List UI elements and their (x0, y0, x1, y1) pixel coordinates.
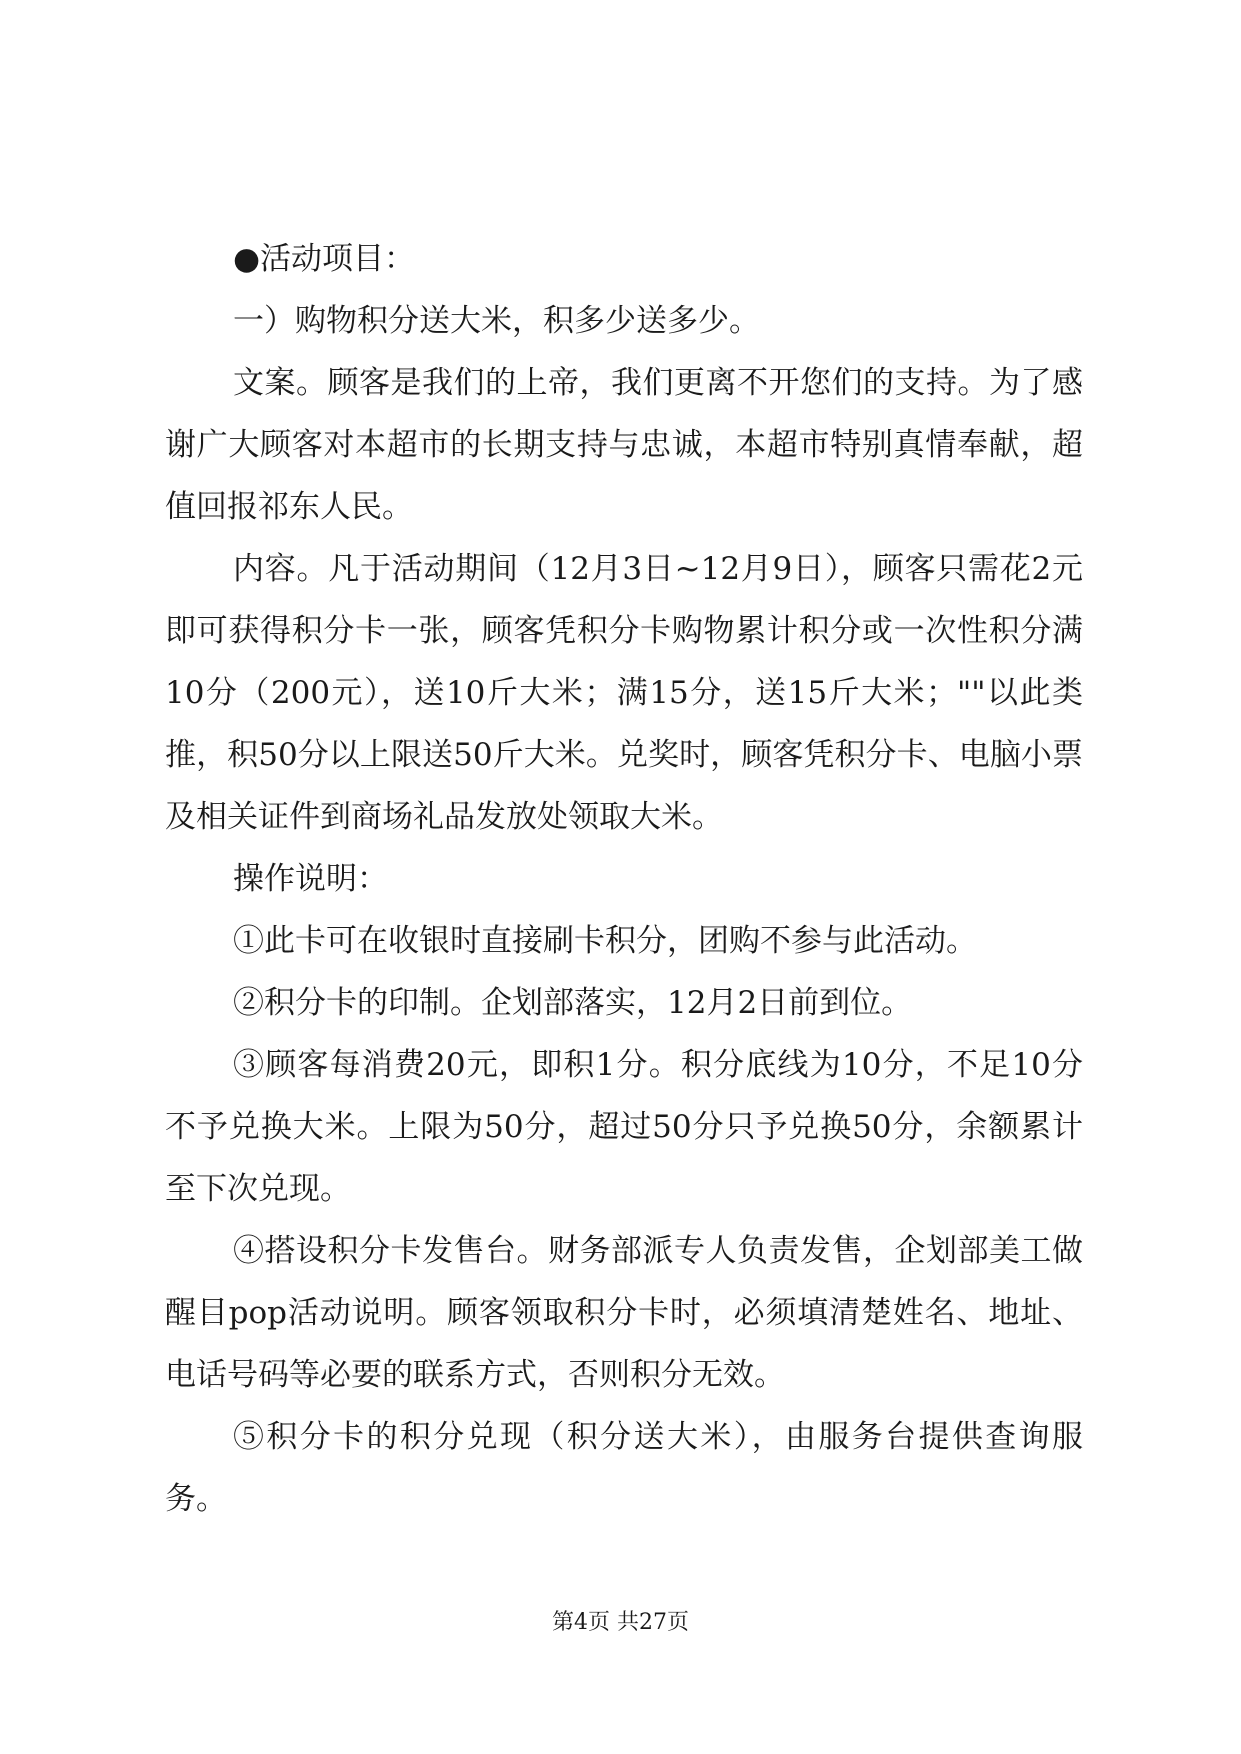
document-body (165, 228, 1083, 1530)
operation-item-5: ⑤积分卡的积分兑现（积分送大米），由服务台提供查询服务。 (165, 1419, 1083, 1517)
section-heading-activities: ●活动项目： (233, 241, 416, 277)
operation-item-4: ④搭设积分卡发售台。财务部派专人负责发售，企划部美工做醒目pop活动说明。顾客领取积分卡时，必须填清楚姓名、地址、电话号码等必要的联系方式，否则积分无效。 (165, 1233, 1083, 1393)
paragraph-content: 内容。凡于活动期间（12月3日~12月9日），顾客只需花2元即可获得积分卡一张，顾客凭积分卡购物累计积分或一次性积分满10分（200元），送10斤大米；满15分，送15斤大米；""以此类推，积50分以上限送50斤大米。兑奖时，顾客凭积分卡、电脑小票及相关证件到商场礼品发放处领取大米。 (165, 551, 1083, 835)
operation-item-2: ②积分卡的印制。企划部落实，12月2日前到位。 (233, 985, 913, 1021)
operation-item-3: ③顾客每消费20元，即积1分。积分底线为10分，不足10分不予兑换大米。上限为50分，超过50分只予兑换50分，余额累计至下次兑现。 (165, 1047, 1083, 1207)
operation-item-1: ①此卡可在收银时直接刷卡积分，团购不参与此活动。 (233, 923, 977, 959)
page-number-footer: 第4页 共27页 (552, 1610, 689, 1635)
item-heading-rice-points: 一）购物积分送大米，积多少送多少。 (233, 303, 760, 339)
paragraph-copy: 文案。顾客是我们的上帝，我们更离不开您们的支持。为了感谢广大顾客对本超市的长期支持与忠诚，本超市特别真情奉献，超值回报祁东人民。 (165, 365, 1083, 525)
operation-heading: 操作说明： (233, 861, 388, 897)
